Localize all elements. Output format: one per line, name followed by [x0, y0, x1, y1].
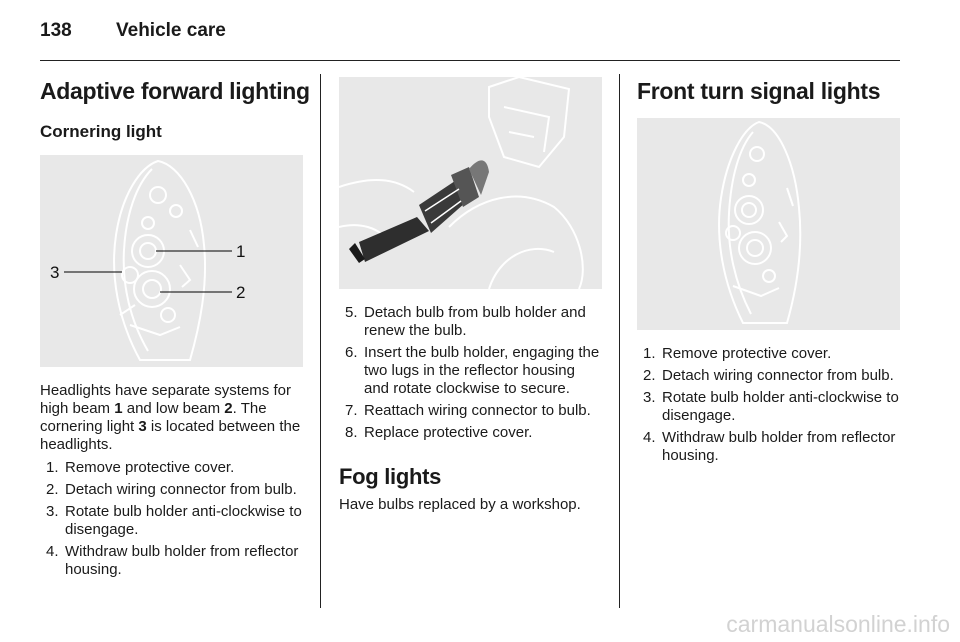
fog-lights-text: Have bulbs replaced by a workshop.: [339, 496, 581, 513]
bulb-glass: [359, 217, 429, 262]
callout-ref-1: 1: [114, 400, 123, 417]
callout-label-3: 3: [50, 263, 60, 282]
bulb-holder-figure: [339, 77, 602, 289]
cornering-light-subheading: Cornering light: [40, 122, 162, 141]
cornering-light-steps: [40, 459, 308, 579]
list-item: 7. Reattach wiring connector to bulb.: [345, 402, 591, 419]
list-item: 6. Insert the bulb holder, engaging the two lugs in the reflector housing and rotate clockwise to secure.: [345, 344, 600, 397]
bulb-in-hand-illustration: [339, 77, 602, 289]
list-item: 3. Rotate bulb holder anti-clockwise to disengage.: [46, 503, 302, 538]
cornering-light-intro: Headlights have separate systems for high beam 1 and low beam 2. The cornering light 3 is located between the headlights.: [40, 382, 301, 453]
turn-signal-steps: [637, 345, 902, 465]
bulb-replacement-steps: [339, 304, 604, 442]
headlamp-rear-illustration: [40, 155, 303, 367]
front-turn-signal-heading: Front turn signal lights: [637, 78, 881, 104]
list-item: 5. Detach bulb from bulb holder and renew the bulb.: [345, 304, 586, 339]
callout-ref-2: 2: [224, 400, 233, 417]
callout-label-1: 1: [236, 242, 246, 261]
fog-lights-heading: Fog lights: [339, 464, 442, 489]
adaptive-lighting-heading: Adaptive forward lighting: [40, 78, 310, 104]
watermark: carmanualsonline.info: [726, 611, 950, 637]
list-item: 8. Replace protective cover.: [345, 424, 533, 441]
list-item: 3. Rotate bulb holder anti-clockwise to disengage.: [643, 389, 899, 424]
list-item: 1. Remove protective cover.: [46, 459, 235, 476]
list-item: 1. Remove protective cover.: [643, 345, 832, 362]
column-divider-2: [619, 74, 620, 608]
column-adaptive-lighting: [40, 70, 308, 583]
header-rule: [40, 60, 900, 61]
page-number: 138: [40, 20, 72, 41]
turn-signal-housing-illustration: [637, 118, 900, 330]
column-bulb-replacement: [339, 70, 604, 514]
turn-signal-figure: [637, 118, 900, 330]
column-front-turn-signal: [637, 70, 902, 469]
cornering-light-figure: [40, 155, 303, 367]
list-item: 2. Detach wiring connector from bulb.: [46, 481, 297, 498]
section-title: Vehicle care: [116, 20, 226, 41]
column-divider-1: [320, 74, 321, 608]
callout-label-2: 2: [236, 283, 246, 302]
list-item: 4. Withdraw bulb holder from reflector housing.: [46, 543, 299, 578]
callout-ref-3: 3: [138, 418, 147, 435]
list-item: 4. Withdraw bulb holder from reflector housing.: [643, 429, 896, 464]
list-item: 2. Detach wiring connector from bulb.: [643, 367, 894, 384]
